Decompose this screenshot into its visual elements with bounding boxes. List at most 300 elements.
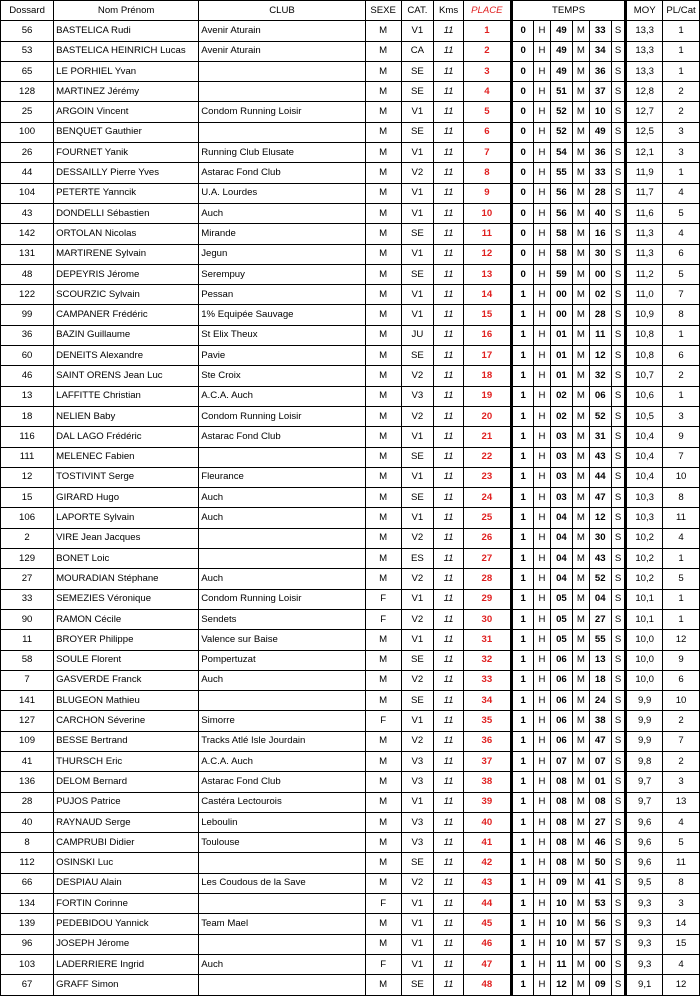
cell-minutes-unit: M [573,894,589,914]
cell-minutes-unit: M [573,650,589,670]
cell-club: Pessan [199,285,366,305]
table-row [1,447,700,467]
cell-seconds-unit: S [611,143,625,163]
cell-kms: 11 [434,386,464,406]
cell-minutes: 04 [550,528,572,548]
cell-moy: 10,3 [626,508,663,528]
cell-seconds: 52 [589,569,611,589]
cell-plcat: 1 [663,386,700,406]
cell-moy: 9,9 [626,691,663,711]
table-row [1,305,700,325]
cell-nom: FORTIN Corinne [54,894,199,914]
cell-minutes-unit: M [573,691,589,711]
cell-seconds: 27 [589,609,611,629]
cell-hours: 1 [511,447,533,467]
cell-minutes-unit: M [573,346,589,366]
cell-minutes: 06 [550,691,572,711]
cell-dossard: 122 [1,285,54,305]
cell-minutes: 06 [550,650,572,670]
cell-hours-unit: H [534,285,550,305]
cell-seconds: 30 [589,528,611,548]
table-row [1,41,700,61]
cell-seconds-unit: S [611,305,625,325]
cell-hours: 1 [511,366,533,386]
cell-dossard: 139 [1,914,54,934]
table-row [1,82,700,102]
cell-plcat: 5 [663,833,700,853]
cell-moy: 9,6 [626,833,663,853]
cell-cat: SE [401,650,434,670]
header-nom: Nom Prénom [54,1,199,21]
cell-hours-unit: H [534,589,550,609]
cell-hours-unit: H [534,305,550,325]
cell-seconds-unit: S [611,975,625,995]
cell-moy: 12,7 [626,102,663,122]
cell-club [199,528,366,548]
cell-minutes-unit: M [573,122,589,142]
cell-seconds: 55 [589,630,611,650]
cell-hours: 1 [511,772,533,792]
cell-cat: V2 [401,569,434,589]
cell-cat: V3 [401,812,434,832]
cell-cat: V3 [401,751,434,771]
cell-seconds: 43 [589,549,611,569]
cell-minutes: 08 [550,812,572,832]
cell-seconds-unit: S [611,244,625,264]
table-row [1,772,700,792]
cell-cat: V2 [401,670,434,690]
cell-nom: MELENEC Fabien [54,447,199,467]
cell-dossard: 111 [1,447,54,467]
cell-club: Tracks Atlé Isle Jourdain [199,731,366,751]
cell-minutes-unit: M [573,143,589,163]
cell-minutes-unit: M [573,751,589,771]
cell-club: Pavie [199,346,366,366]
cell-kms: 11 [434,609,464,629]
cell-hours: 1 [511,488,533,508]
cell-minutes: 04 [550,549,572,569]
cell-minutes: 58 [550,244,572,264]
cell-minutes-unit: M [573,812,589,832]
cell-nom: SEMEZIES Véronique [54,589,199,609]
table-row [1,731,700,751]
cell-seconds-unit: S [611,122,625,142]
cell-minutes: 04 [550,569,572,589]
cell-minutes: 06 [550,711,572,731]
cell-seconds-unit: S [611,366,625,386]
cell-seconds: 46 [589,833,611,853]
cell-hours-unit: H [534,325,550,345]
cell-hours-unit: H [534,467,550,487]
cell-kms: 11 [434,264,464,284]
cell-hours: 1 [511,914,533,934]
cell-place: 7 [463,143,511,163]
cell-seconds-unit: S [611,61,625,81]
cell-dossard: 127 [1,711,54,731]
cell-sexe: M [365,833,401,853]
cell-nom: BASTELICA HEINRICH Lucas [54,41,199,61]
cell-hours-unit: H [534,244,550,264]
cell-dossard: 67 [1,975,54,995]
cell-plcat: 11 [663,853,700,873]
cell-moy: 10,0 [626,670,663,690]
cell-hours-unit: H [534,549,550,569]
cell-minutes-unit: M [573,792,589,812]
cell-minutes: 01 [550,346,572,366]
cell-place: 45 [463,914,511,934]
table-row [1,711,700,731]
cell-club [199,975,366,995]
cell-minutes: 00 [550,305,572,325]
cell-seconds-unit: S [611,650,625,670]
cell-seconds: 33 [589,163,611,183]
cell-seconds: 11 [589,325,611,345]
cell-minutes-unit: M [573,954,589,974]
cell-seconds-unit: S [611,833,625,853]
cell-dossard: 103 [1,954,54,974]
cell-club [199,82,366,102]
cell-hours-unit: H [534,792,550,812]
cell-seconds-unit: S [611,447,625,467]
cell-cat: V3 [401,386,434,406]
cell-hours-unit: H [534,82,550,102]
cell-club [199,934,366,954]
cell-minutes-unit: M [573,82,589,102]
cell-minutes: 12 [550,975,572,995]
cell-plcat: 3 [663,772,700,792]
cell-hours-unit: H [534,731,550,751]
cell-kms: 11 [434,894,464,914]
cell-seconds: 44 [589,467,611,487]
cell-kms: 11 [434,366,464,386]
cell-club: Avenir Aturain [199,21,366,41]
cell-nom: DONDELLI Sébastien [54,203,199,223]
cell-minutes: 05 [550,589,572,609]
cell-place: 13 [463,264,511,284]
table-row [1,467,700,487]
cell-minutes-unit: M [573,386,589,406]
cell-cat: V2 [401,609,434,629]
cell-place: 9 [463,183,511,203]
cell-cat: ES [401,549,434,569]
cell-minutes-unit: M [573,731,589,751]
cell-place: 21 [463,427,511,447]
cell-cat: V1 [401,914,434,934]
cell-hours: 1 [511,731,533,751]
cell-minutes-unit: M [573,224,589,244]
cell-kms: 11 [434,954,464,974]
table-row [1,508,700,528]
table-row [1,406,700,426]
cell-sexe: M [365,61,401,81]
cell-seconds: 57 [589,934,611,954]
cell-seconds: 07 [589,751,611,771]
cell-plcat: 1 [663,549,700,569]
cell-seconds: 53 [589,894,611,914]
cell-hours: 0 [511,163,533,183]
cell-moy: 11,2 [626,264,663,284]
cell-plcat: 5 [663,203,700,223]
cell-place: 39 [463,792,511,812]
cell-club: Avenir Aturain [199,41,366,61]
cell-moy: 9,3 [626,894,663,914]
cell-club: Astarac Fond Club [199,772,366,792]
cell-club: Jegun [199,244,366,264]
cell-place: 48 [463,975,511,995]
cell-hours: 0 [511,82,533,102]
cell-moy: 10,2 [626,549,663,569]
cell-minutes-unit: M [573,528,589,548]
cell-dossard: 58 [1,650,54,670]
cell-place: 26 [463,528,511,548]
cell-seconds: 47 [589,488,611,508]
cell-dossard: 60 [1,346,54,366]
cell-cat: V3 [401,772,434,792]
cell-plcat: 2 [663,82,700,102]
cell-minutes-unit: M [573,406,589,426]
header-dossard: Dossard [1,1,54,21]
cell-club: St Elix Theux [199,325,366,345]
cell-hours-unit: H [534,894,550,914]
header-plcat: PL/Cat [663,1,700,21]
cell-place: 10 [463,203,511,223]
cell-dossard: 141 [1,691,54,711]
cell-seconds-unit: S [611,163,625,183]
cell-seconds-unit: S [611,772,625,792]
cell-cat: SE [401,346,434,366]
cell-minutes: 04 [550,508,572,528]
cell-seconds-unit: S [611,609,625,629]
cell-kms: 11 [434,751,464,771]
cell-moy: 12,1 [626,143,663,163]
cell-hours-unit: H [534,264,550,284]
cell-hours-unit: H [534,447,550,467]
cell-dossard: 25 [1,102,54,122]
cell-seconds-unit: S [611,691,625,711]
cell-kms: 11 [434,508,464,528]
cell-plcat: 4 [663,812,700,832]
cell-kms: 11 [434,21,464,41]
cell-plcat: 1 [663,609,700,629]
cell-dossard: 48 [1,264,54,284]
cell-seconds-unit: S [611,589,625,609]
cell-club: Simorre [199,711,366,731]
cell-moy: 9,3 [626,954,663,974]
cell-nom: DAL LAGO Frédéric [54,427,199,447]
cell-moy: 10,5 [626,406,663,426]
cell-minutes: 55 [550,163,572,183]
cell-hours: 1 [511,386,533,406]
cell-moy: 9,1 [626,975,663,995]
cell-sexe: F [365,609,401,629]
cell-plcat: 2 [663,102,700,122]
cell-moy: 10,8 [626,346,663,366]
cell-hours-unit: H [534,609,550,629]
cell-nom: PETERTE Yanncik [54,183,199,203]
cell-minutes-unit: M [573,41,589,61]
cell-nom: SAINT ORENS Jean Luc [54,366,199,386]
cell-seconds: 36 [589,61,611,81]
cell-minutes-unit: M [573,670,589,690]
cell-dossard: 40 [1,812,54,832]
cell-club [199,61,366,81]
cell-seconds-unit: S [611,224,625,244]
cell-plcat: 3 [663,894,700,914]
cell-sexe: M [365,549,401,569]
cell-minutes-unit: M [573,244,589,264]
cell-minutes: 01 [550,325,572,345]
cell-moy: 9,3 [626,914,663,934]
cell-hours-unit: H [534,650,550,670]
cell-sexe: M [365,102,401,122]
cell-minutes: 11 [550,954,572,974]
cell-dossard: 116 [1,427,54,447]
header-row [1,1,700,21]
cell-cat: V1 [401,630,434,650]
cell-place: 27 [463,549,511,569]
cell-cat: V3 [401,833,434,853]
cell-hours: 1 [511,589,533,609]
cell-minutes: 49 [550,61,572,81]
cell-place: 4 [463,82,511,102]
cell-hours-unit: H [534,21,550,41]
cell-hours: 0 [511,203,533,223]
cell-nom: SCOURZIC Sylvain [54,285,199,305]
cell-moy: 10,3 [626,488,663,508]
header-kms: Kms [434,1,464,21]
header-sexe: SEXE [365,1,401,21]
header-place: PLACE [463,1,511,21]
cell-plcat: 12 [663,975,700,995]
cell-moy: 10,2 [626,528,663,548]
cell-sexe: M [365,853,401,873]
cell-moy: 10,1 [626,589,663,609]
cell-club: A.C.A. Auch [199,751,366,771]
cell-hours: 0 [511,61,533,81]
cell-moy: 11,0 [626,285,663,305]
cell-hours-unit: H [534,751,550,771]
cell-hours: 1 [511,894,533,914]
cell-minutes-unit: M [573,488,589,508]
table-row [1,488,700,508]
cell-hours-unit: H [534,41,550,61]
table-row [1,833,700,853]
cell-plcat: 1 [663,41,700,61]
cell-minutes: 52 [550,102,572,122]
cell-plcat: 4 [663,528,700,548]
cell-minutes: 08 [550,853,572,873]
cell-kms: 11 [434,285,464,305]
cell-place: 22 [463,447,511,467]
cell-hours: 1 [511,812,533,832]
cell-plcat: 1 [663,21,700,41]
cell-moy: 9,5 [626,873,663,893]
cell-kms: 11 [434,346,464,366]
cell-kms: 11 [434,934,464,954]
cell-place: 17 [463,346,511,366]
cell-kms: 11 [434,549,464,569]
cell-moy: 9,3 [626,934,663,954]
cell-dossard: 96 [1,934,54,954]
cell-seconds: 47 [589,731,611,751]
cell-plcat: 9 [663,650,700,670]
cell-plcat: 7 [663,285,700,305]
cell-nom: BESSE Bertrand [54,731,199,751]
cell-hours: 1 [511,528,533,548]
cell-cat: V1 [401,305,434,325]
cell-cat: CA [401,41,434,61]
cell-hours-unit: H [534,853,550,873]
cell-place: 8 [463,163,511,183]
cell-plcat: 4 [663,224,700,244]
cell-seconds-unit: S [611,488,625,508]
table-row [1,873,700,893]
cell-seconds-unit: S [611,427,625,447]
cell-dossard: 129 [1,549,54,569]
cell-plcat: 10 [663,691,700,711]
cell-moy: 11,3 [626,244,663,264]
cell-seconds: 40 [589,203,611,223]
cell-nom: DESSAILLY Pierre Yves [54,163,199,183]
cell-seconds-unit: S [611,467,625,487]
cell-seconds: 27 [589,812,611,832]
cell-hours: 1 [511,305,533,325]
header-club: CLUB [199,1,366,21]
cell-club: Auch [199,203,366,223]
cell-plcat: 3 [663,406,700,426]
cell-plcat: 4 [663,954,700,974]
cell-sexe: M [365,244,401,264]
cell-seconds: 09 [589,975,611,995]
cell-plcat: 3 [663,143,700,163]
cell-minutes: 05 [550,630,572,650]
cell-kms: 11 [434,143,464,163]
cell-minutes-unit: M [573,833,589,853]
cell-dossard: 100 [1,122,54,142]
cell-cat: V2 [401,528,434,548]
cell-sexe: M [365,163,401,183]
cell-seconds-unit: S [611,21,625,41]
cell-cat: V1 [401,102,434,122]
cell-dossard: 26 [1,143,54,163]
cell-sexe: M [365,772,401,792]
cell-hours-unit: H [534,569,550,589]
cell-sexe: M [365,731,401,751]
cell-minutes-unit: M [573,934,589,954]
cell-seconds: 00 [589,954,611,974]
cell-nom: ARGOIN Vincent [54,102,199,122]
cell-nom: BENQUET Gauthier [54,122,199,142]
cell-nom: PUJOS Patrice [54,792,199,812]
cell-dossard: 106 [1,508,54,528]
cell-club: Sendets [199,609,366,629]
cell-place: 37 [463,751,511,771]
cell-seconds: 00 [589,264,611,284]
table-row [1,975,700,995]
table-row [1,812,700,832]
cell-club: Condom Running Loisir [199,589,366,609]
cell-place: 30 [463,609,511,629]
cell-nom: LADERRIERE Ingrid [54,954,199,974]
cell-dossard: 131 [1,244,54,264]
table-row [1,427,700,447]
cell-dossard: 99 [1,305,54,325]
cell-cat: V1 [401,508,434,528]
cell-dossard: 41 [1,751,54,771]
cell-kms: 11 [434,670,464,690]
cell-moy: 13,3 [626,61,663,81]
table-row [1,528,700,548]
